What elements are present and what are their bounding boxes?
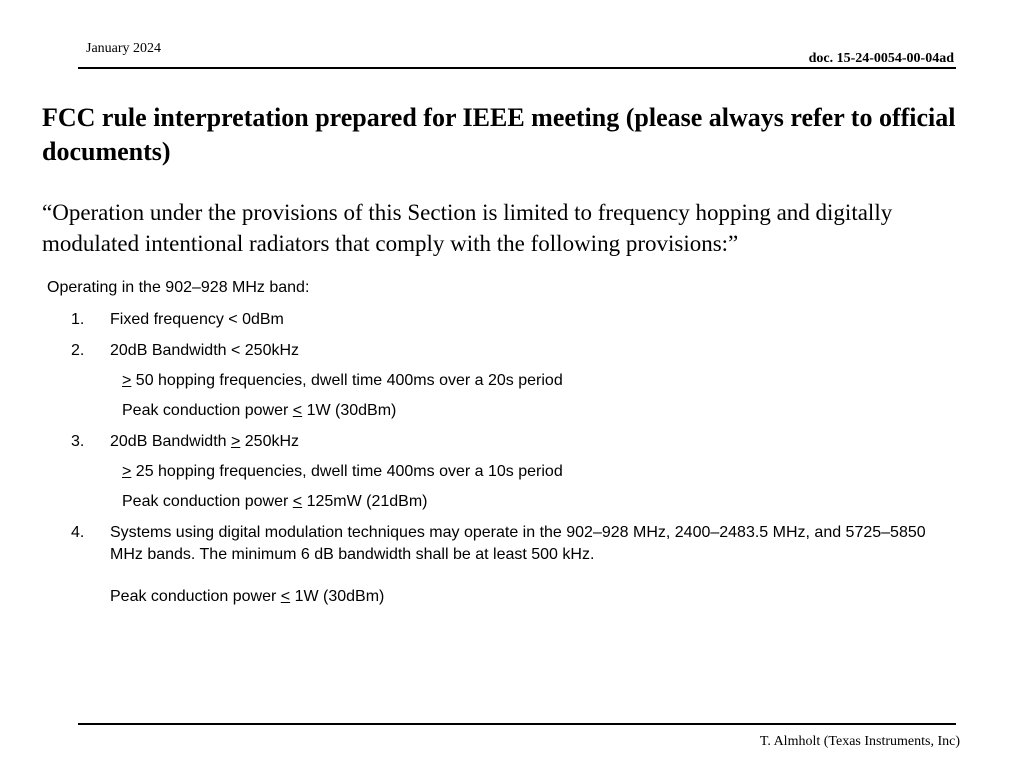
list-item-2-power — [47, 400, 947, 422]
sub-text: 1W (30dBm) — [302, 402, 397, 419]
list-item-2-hopping — [47, 370, 947, 392]
item-text: Systems using digital modulation techniques may operate in the 902–928 MHz, 2400–2483.5 MHz, and 5725–5850 MHz bands. The minimum 6 dB bandwidth shall be at least 500 kHz. — [110, 524, 926, 563]
header-doc-id: doc. 15-24-0054-00-04ad — [808, 51, 954, 66]
ge-symbol: > — [122, 463, 132, 480]
slide-title: FCC rule interpretation prepared for IEEE meeting (please always refer to official documents) — [42, 103, 956, 166]
sub-text: 25 hopping frequencies, dwell time 400ms over a 10s period — [131, 463, 563, 480]
le-symbol: < — [292, 493, 303, 510]
list-item-4-power — [47, 586, 947, 608]
item-text: 20dB Bandwidth — [110, 433, 231, 450]
item-text: 250kHz — [240, 433, 300, 450]
list-item-2 — [47, 340, 947, 362]
list-item-3-hopping — [47, 461, 947, 483]
item-number: 3. — [71, 433, 85, 450]
header-rule — [78, 67, 956, 69]
footer-rule — [78, 723, 956, 725]
list-item-3 — [47, 431, 947, 453]
ge-symbol: > — [230, 433, 241, 450]
ge-symbol: > — [122, 372, 132, 389]
sub-text: Peak conduction power — [122, 493, 293, 510]
header-date: January 2024 — [86, 41, 162, 56]
item-number: 1. — [71, 311, 85, 328]
sub-text: 50 hopping frequencies, dwell time 400ms over a 20s period — [131, 372, 563, 389]
rule-quote: “Operation under the provisions of this Section is limited to frequency hopping and digitally modulated intentional radiators that comply with the following provisions:” — [42, 200, 893, 256]
list-item-4 — [47, 522, 947, 566]
item-text: Fixed frequency < 0dBm — [110, 311, 284, 328]
list-item-1 — [47, 309, 947, 331]
band-intro: Operating in the 902–928 MHz band: — [47, 279, 310, 296]
item-number: 2. — [71, 342, 85, 359]
sub-text: Peak conduction power — [122, 402, 293, 419]
item-number: 4. — [71, 524, 85, 541]
le-symbol: < — [280, 588, 291, 605]
content-body — [47, 276, 947, 608]
le-symbol: < — [292, 402, 303, 419]
sub-text: 125mW (21dBm) — [302, 493, 428, 510]
item-text: 20dB Bandwidth < 250kHz — [110, 342, 300, 359]
list-item-3-power — [47, 491, 947, 513]
footer-author: T. Almholt (Texas Instruments, Inc) — [759, 734, 960, 749]
para-text: 1W (30dBm) — [290, 588, 385, 605]
para-text: Peak conduction power — [110, 588, 281, 605]
